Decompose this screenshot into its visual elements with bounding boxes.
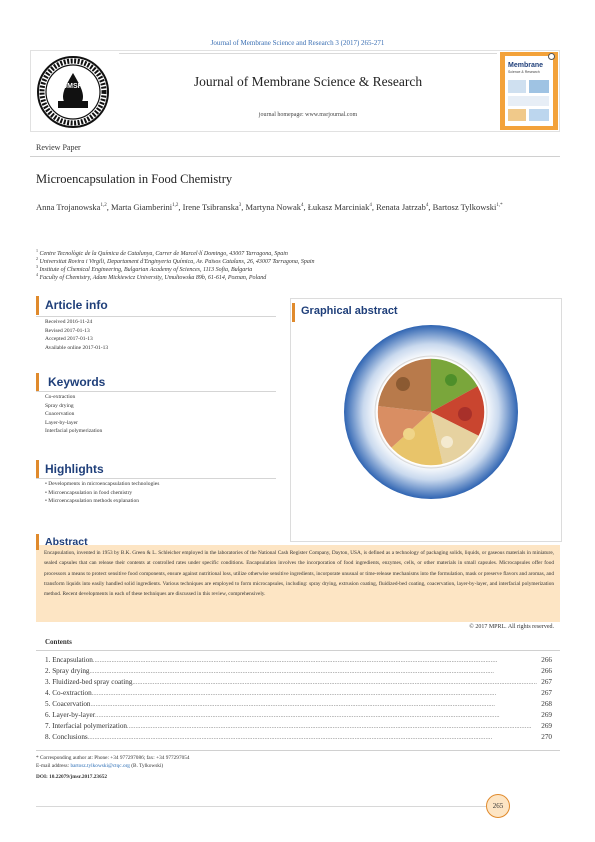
bottom-rule — [36, 806, 486, 807]
header-rule — [119, 53, 497, 54]
toc-item[interactable]: 4. Co-extraction .............................................................................................................................................................................................................................................. 267 — [45, 689, 552, 697]
title-rule — [30, 156, 560, 157]
toc-item[interactable]: 2. Spray drying .............................................................................................................................................................................................................................................. 266 — [45, 667, 552, 675]
email-line: E-mail address: bartosz.tylkowski@ctqc.org (B. Tylkowski) — [36, 763, 164, 769]
cover-subtitle: Science & Research — [508, 70, 540, 74]
email-link[interactable]: bartosz.tylkowski@ctqc.org — [70, 763, 130, 769]
abstract-text: Encapsulation, invented in 1953 by B.K. Green & L. Schleicher employed in the laboratories of the National Cash Register Company, Dayton, USA, is defined as a technology of packaging solids, liquids, or gaseous materials in miniature, sealed capsules that can release their contents at controlled rates under specific conditions. Encapsulation involves the incorporation of food ingredients, enzymes, cells, or other materials in small capsules. Microcapsules offer food processors a means to protect sensitive food components, ensure against nutritional loss, utilize otherwise sensitive ingredients, incorporate unusual or time-release mechanisms into the formulation, mask or preserve flavors and aromas, and transform liquids into easily handled solid ingredients. Various techniques are employed to form microcapsules, including: spray drying, extrusion coating, fluidized-bed coating, coacervation, layer-by-layer, and interfacial polymerization method. Recent developments in each of these techniques are discussed in this review, comprehensively. — [44, 550, 554, 598]
keywords-accent-bar — [36, 373, 39, 392]
article-info-rule — [36, 316, 276, 317]
author: Łukasz Marciniak — [307, 201, 370, 212]
author: Bartosz Tylkowski — [432, 201, 497, 212]
copyright: © 2017 MPRL. All rights reserved. — [469, 624, 554, 630]
keyword: Interfacial polymerization — [45, 428, 103, 435]
article-info-heading: Article info — [45, 298, 108, 312]
author-sup: 4 — [300, 203, 304, 208]
toc-item[interactable]: 7. Interfacial polymerization .............................................................................................................................................................................................................................................. 269 — [45, 722, 552, 730]
author: Irene Tsibranska — [182, 201, 239, 212]
contents-rule — [36, 650, 560, 651]
article-info-accent-bar — [36, 296, 39, 315]
toc-item[interactable]: 8. Conclusions .............................................................................................................................................................................................................................................. 270 — [45, 733, 552, 741]
author-sup: 4 — [425, 203, 429, 208]
contents-heading: Contents — [45, 638, 72, 646]
doi[interactable]: DOI: 10.22079/jmsr.2017.23652 — [36, 774, 108, 780]
toc-item[interactable]: 1. Encapsulation .............................................................................................................................................................................................................................................. 266 — [45, 656, 552, 664]
abstract-accent-bar — [36, 534, 39, 550]
author: Marta Giamberini — [110, 201, 173, 212]
author-sup: 1,* — [496, 203, 503, 208]
affiliation: $^2$ Universitat Rovira i Virgili, Departament d'Enginyeria Química, Av. Països Catalans, 26, 43007 Tarragona, Spain — [36, 256, 315, 265]
affiliation: $^3$ Institute of Chemical Engineering, Bulgarian Academy of Sciences, 1113 Sofia, Bulgaria — [36, 264, 253, 273]
keywords-rule — [36, 391, 276, 392]
graphical-abstract-image — [343, 324, 519, 500]
article-type: Review Paper — [36, 143, 81, 152]
author-sup: 1,2 — [100, 203, 107, 208]
author-sup: 1,2 — [172, 203, 179, 208]
toc-item[interactable]: 5. Coacervation .............................................................................................................................................................................................................................................. 268 — [45, 700, 552, 708]
journal-title: Journal of Membrane Science & Research — [193, 74, 423, 89]
paper-title: Microencapsulation in Food Chemistry — [36, 172, 233, 186]
running-head: Journal of Membrane Science and Research 3 (2017) 265-271 — [210, 39, 385, 47]
highlights-rule — [36, 478, 276, 479]
keyword: Coacervation — [45, 411, 75, 418]
highlights-heading: Highlights — [45, 462, 104, 476]
author: Martyna Nowak — [245, 201, 301, 212]
author-sup: 3 — [238, 203, 242, 208]
highlight: • Microencapsulation methods explanation — [45, 498, 140, 505]
keywords-heading: Keywords — [48, 375, 106, 389]
graphical-abstract-accent-bar — [292, 303, 295, 322]
page-number: 265 — [486, 794, 510, 818]
highlight-list — [45, 480, 159, 506]
author: Renata Jatrzab — [376, 201, 426, 212]
highlights-accent-bar — [36, 460, 39, 479]
highlight: • Microencapsulation in food chemistry — [45, 489, 133, 496]
journal-logo — [36, 55, 110, 129]
journal-homepage[interactable]: journal homepage: www.msrjournal.com — [258, 112, 358, 118]
article-info-dates: Received 2016-11-24 Revised 2017-01-13 Accepted 2017-01-13 Available online 2017-01-13 — [45, 319, 109, 351]
toc-item[interactable]: 6. Layer-by-layer .............................................................................................................................................................................................................................................. 269 — [45, 711, 552, 719]
cover-title: Membrane — [508, 62, 544, 69]
journal-cover-inner — [505, 56, 553, 126]
author-list: Anna Trojanowska$^{1,2}$, Marta Giamberini$^{1,2}$, Irene Tsibranska$^3$, Martyna Nowak$^4$, Łukasz Marciniak$^4$, Renata Jatrzab$^4$, Bartosz Tylkowski$^{1,*}$ — [36, 201, 503, 212]
affiliation: $^4$ Faculty of Chemistry, Adam Mickiewicz University, Umultowska 89b, 61-614, Poznan, Poland — [36, 272, 267, 281]
keyword: Spray drying — [45, 402, 74, 409]
keyword: Layer-by-layer — [45, 419, 78, 426]
keyword-list — [45, 393, 102, 436]
toc-item[interactable]: 3. Fluidized-bed spray coating .............................................................................................................................................................................................................................................. 267 — [45, 678, 552, 686]
graphical-abstract-heading: Graphical abstract — [301, 305, 398, 317]
affiliation: $^1$ Centre Tecnològic de la Química de Catalunya, Carrer de Marcel·lí Domingo, 43007 Tarragona, Spain — [36, 248, 288, 257]
keyword: Co-extraction — [45, 394, 76, 400]
corresponding-author: * Corresponding author at: Phone: +34 977297086; fax: +34 977297054 — [36, 755, 190, 761]
author-sup: 4 — [369, 203, 372, 208]
footnote-rule — [36, 750, 560, 751]
author: Anna Trojanowska — [36, 201, 101, 212]
highlight: • Developments in microencapsulation technologies — [45, 481, 160, 487]
abstract-heading: Abstract — [45, 536, 88, 548]
logo-text: JMSR — [63, 83, 83, 90]
